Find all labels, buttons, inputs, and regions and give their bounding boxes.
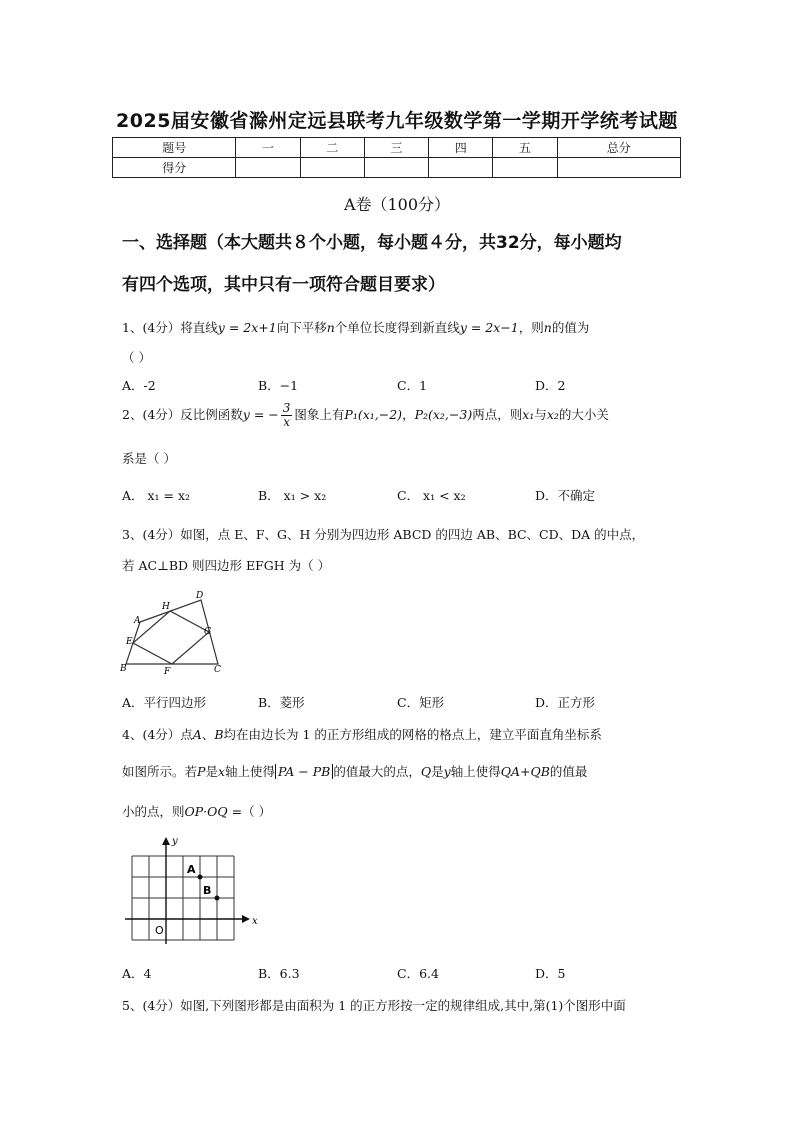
label-d: D [196,591,204,601]
label-h: H [162,602,170,612]
q2-text: 的大小关 [558,407,609,422]
quadrilateral-efgh [133,611,212,664]
question-4-line-2 [122,762,587,780]
score-cell [557,158,680,178]
q1-equation-2: y = 2x−1 [459,320,519,335]
q2-option-d[interactable]: D．不确定 [535,488,596,503]
x-axis-arrow-icon [242,915,250,923]
q4-text: 4、(4分）点 [122,727,193,742]
q4-option-a[interactable]: A．4 [122,966,152,981]
score-header-cell: 二 [300,138,364,158]
part-title: A卷（100分） [343,195,451,214]
q2-option-c[interactable]: C． x₁ < x₂ [397,488,466,503]
q2-fraction [281,402,293,429]
q2-text: ， [402,407,415,422]
score-header-cell: 三 [364,138,428,158]
q1-text: 向下平移 [276,320,327,335]
q4-text: 如图所示。若 [122,764,198,779]
q4-text: 的值最 [549,764,588,779]
q2-text: 与 [534,407,547,422]
q1-equation-1: y = 2x+1 [217,320,277,335]
q2-variable: x₂ [546,407,559,422]
score-cell [300,158,364,178]
q1-variable-n: n [543,320,552,335]
q2-text: 图象上有 [294,407,345,422]
q2-option-a[interactable]: A． x₁ = x₂ [122,488,191,503]
question-2-line-2: 系是（ ） [122,451,176,466]
q3-option-c[interactable]: C．矩形 [397,695,445,710]
q2-text: 2、(4分）反比例函数 [122,407,243,422]
label-c: C [214,665,221,675]
q2-text: 两点，则 [472,407,523,422]
label-f: F [164,667,171,676]
label-a: A [134,616,141,626]
section-heading-line-2: 有四个选项，其中只有一项符合题目要求） [122,275,445,295]
score-table [112,137,681,178]
score-header-cell: 四 [429,138,493,158]
q1-option-a[interactable]: A．-2 [122,378,156,393]
label-e: E [126,637,133,647]
q1-text: 个单位长度得到新直线 [334,320,460,335]
question-4-line-3 [122,802,271,820]
y-axis-label: y [172,836,178,847]
q4-axis-y: y [443,764,451,779]
q4-point-b: B [214,727,224,742]
question-3-line-2: 若 AC⊥BD 则四边形 EFGH 为（ ） [122,558,331,573]
q1-option-b[interactable]: B．−1 [258,378,299,393]
grid-coordinate-figure [122,832,262,950]
q2-fraction-numerator: 3 [282,401,291,415]
score-cell [364,158,428,178]
point-a [198,875,203,880]
q4-point-p: P [197,764,206,779]
q2-option-b[interactable]: B． x₁ > x₂ [258,488,327,503]
q4-axis-x: x [217,764,226,779]
score-table-header-row [113,138,681,158]
quadrilateral-figure [118,588,226,676]
score-cell [493,158,557,178]
q1-option-d[interactable]: D．2 [535,378,566,393]
q4-absolute-value: PA − PB [275,764,333,779]
q1-text: ，则 [518,320,544,335]
label-g: G [204,627,212,637]
q4-point-a: A [192,727,202,742]
q4-option-b[interactable]: B．6.3 [258,966,300,981]
q2-fraction-denominator: x [283,415,290,429]
score-header-cell: 总分 [557,138,680,158]
q4-point-q: Q [420,764,432,779]
point-b-label: B [203,884,212,897]
q3-option-a[interactable]: A．平行四边形 [122,695,207,710]
q4-option-c[interactable]: C．6.4 [397,966,439,981]
q1-text: 的值为 [551,320,590,335]
q4-text: 均在由边长为 1 的正方形组成的网格的格点上，建立平面直角坐标系 [223,727,602,742]
origin-label: O [155,924,164,937]
page-title: 2025届安徽省滁州定远县联考九年级数学第一学期开学统考试题 [116,110,678,132]
q4-text: 的值最大的点， [333,764,421,779]
score-header-cell: 一 [236,138,300,158]
x-axis-label: x [252,916,258,927]
q4-text: 轴上使得 [450,764,501,779]
q4-text: （ ） [242,804,272,819]
score-header-cell: 五 [493,138,557,158]
question-4-line-1 [122,725,602,743]
point-b [215,896,220,901]
q4-text: 是 [431,764,444,779]
q2-point-p2: P₂(x₂,−3) [414,407,473,422]
question-1-line-1 [122,318,589,336]
question-2-line-1 [122,402,609,429]
q4-text: 、 [201,727,215,742]
q4-text: 小的点，则 [122,804,185,819]
q4-text: 是 [205,764,218,779]
score-header-cell: 题号 [113,138,236,158]
q2-point-p1: P₁(x₁,−2) [344,407,403,422]
section-heading-line-1: 一、选择题（本大题共８个小题，每小题４分，共32分，每小题均 [122,233,622,253]
question-5-line-1: 5、(4分）如图,下列图形都是由面积为 1 的正方形按一定的规律组成,其中,第(1)个图形中面 [122,998,626,1013]
point-a-label: A [187,863,196,876]
score-cell [429,158,493,178]
q4-dot-product: OP·OQ = [184,804,243,819]
score-table-score-row [113,158,681,178]
q1-option-c[interactable]: C．1 [397,378,428,393]
score-row-label: 得分 [113,158,236,178]
q1-variable-n: n [326,320,335,335]
y-axis-arrow-icon [162,837,170,845]
label-b: B [120,664,127,674]
q3-option-b[interactable]: B．菱形 [258,695,305,710]
q2-variable: x₁ [522,407,535,422]
q1-text: 1、(4分）将直线 [122,320,218,335]
q3-option-d[interactable]: D．正方形 [535,695,596,710]
q4-expression: QA+QB [500,764,550,779]
q4-option-d[interactable]: D．5 [535,966,566,981]
score-cell [236,158,300,178]
question-3-line-1: 3、(4分）如图，点 E、F、G、H 分别为四边形 ABCD 的四边 AB、BC、CD、DA 的中点， [122,527,645,542]
question-1-paren: （ ） [122,350,151,365]
q4-text: 轴上使得 [225,764,276,779]
q2-equation-lhs: y = − [242,407,279,422]
